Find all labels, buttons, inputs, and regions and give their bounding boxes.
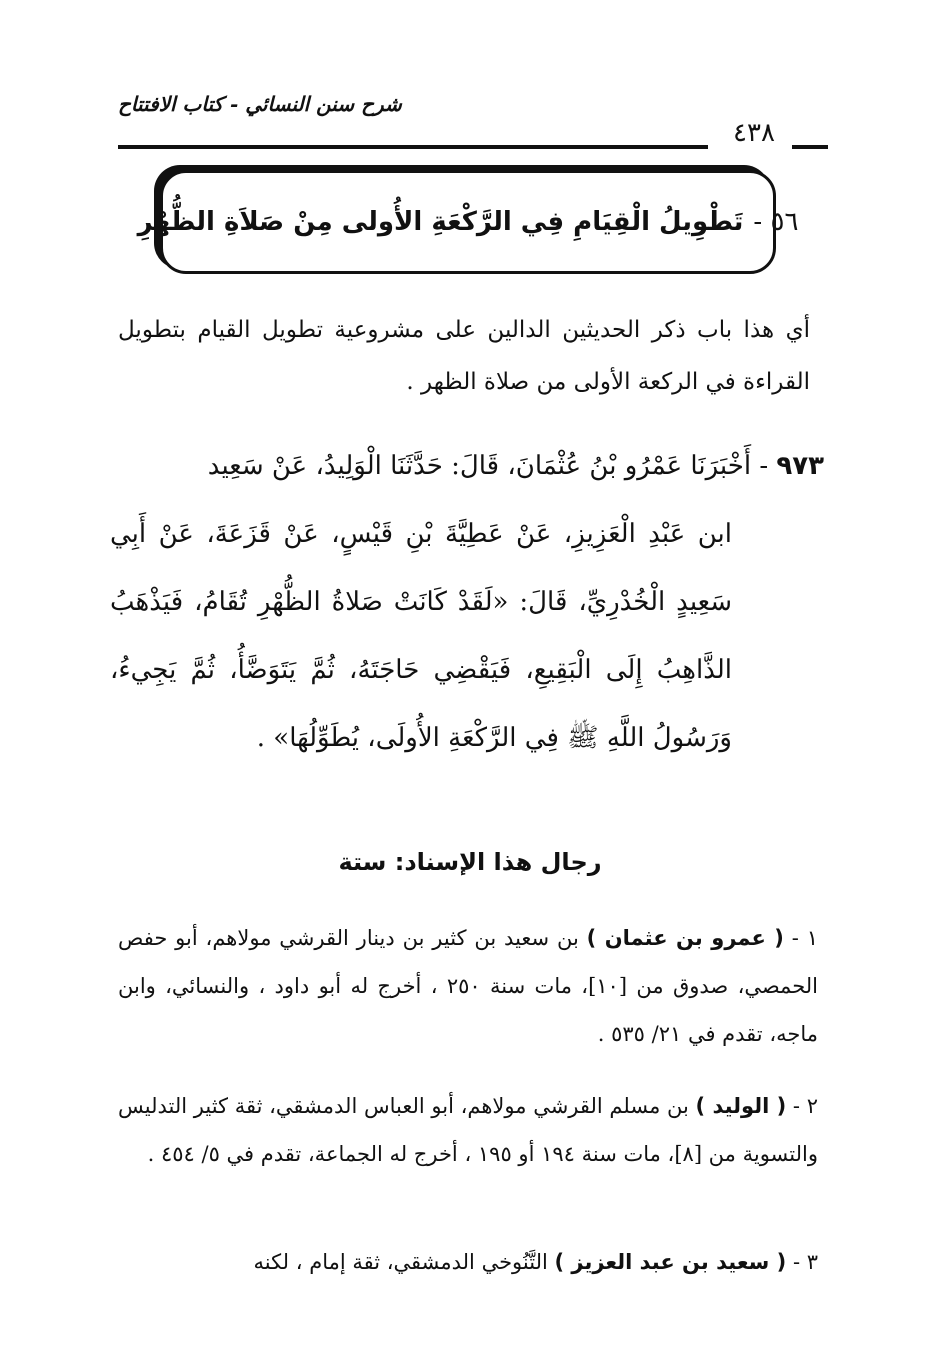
narrator-number: ٣ - [792, 1250, 818, 1274]
narrator-name: ( الوليد ) [695, 1094, 787, 1118]
hadith-first-line [110, 432, 824, 500]
narrator-text: بن سعيد بن كثير بن دينار القرشي مولاهم، أبو حفص الحمصي، صدوق من [١٠]، مات سنة ٢٥٠ ، أخرج له أبو داود ، والنسائي، وابن ماجه، تقدم في ٢١/ ٥٣٥ . [118, 926, 818, 1046]
chapter-heading [137, 173, 799, 271]
narrator-entry [118, 1238, 818, 1286]
narrator-entry [118, 914, 818, 1058]
page-number-dash [792, 145, 828, 149]
narrator-number: ١ - [791, 926, 818, 950]
header-rule [118, 145, 708, 149]
running-title: شرح سنن النسائي - كتاب الافتتاح [118, 92, 402, 116]
section-heading: رجال هذا الإسناد: ستة [338, 848, 602, 876]
intro-paragraph: أي هذا باب ذكر الحديثين الدالين على مشروعية تطويل القيام بتطويل القراءة في الركعة الأولى من صلاة الظهر . [118, 317, 810, 395]
chapter-title: تَطْوِيلُ الْقِيَامِ فِي الرَّكْعَةِ الأُولى مِنْ صَلاَةِ الظُّهْرِ [137, 207, 744, 237]
hadith-number: ٩٧٣ [776, 451, 824, 481]
page-number: ٤٣٨ [733, 118, 775, 148]
hadith-opening: - أَخْبَرَنَا عَمْرُو بْنُ عُثْمَانَ، قَالَ: حَدَّثَنَا الْوَلِيدُ، عَنْ سَعِيد [207, 451, 769, 481]
chapter-title-box [137, 170, 799, 274]
narrator-name: ( عمرو بن عثمان ) [586, 926, 784, 950]
hadith-body: ابن عَبْدِ الْعَزِيزِ، عَنْ عَطِيَّةَ بْنِ قَيْسٍ، عَنْ قَزَعَةَ، عَنْ أَبِي سَعِيدٍ الْخُدْرِيِّ، قَالَ: «لَقَدْ كَانَتْ صَلاةُ الظُّهْرِ تُقَامُ، فَيَذْهَبُ الذَّاهِبُ إِلَى الْبَقِيعِ، فَيَقْضِي حَاجَتَهُ، ثُمَّ يَتَوَضَّأُ، ثُمَّ يَجِيءُ، وَرَسُولُ اللَّهِ ﷺ فِي الرَّكْعَةِ الأُولَى، يُطَوِّلُهَا» . [110, 519, 732, 753]
narrator-text: التَّنُوخي الدمشقي، ثقة إمام ، لكنه [253, 1250, 548, 1274]
narrator-name: ( سعيد بن عبد العزيز ) [554, 1250, 787, 1274]
narrator-text: بن مسلم القرشي مولاهم، أبو العباس الدمشقي، ثقة كثير التدليس والتسوية من [٨]، مات سنة ١٩٤ أو ١٩٥ ، أخرج له الجماعة، تقدم في ٥/ ٤٥٤ . [118, 1094, 818, 1166]
narrator-number: ٢ - [792, 1094, 818, 1118]
narrator-entry [118, 1082, 818, 1178]
chapter-number: ٥٦ - [753, 207, 799, 237]
